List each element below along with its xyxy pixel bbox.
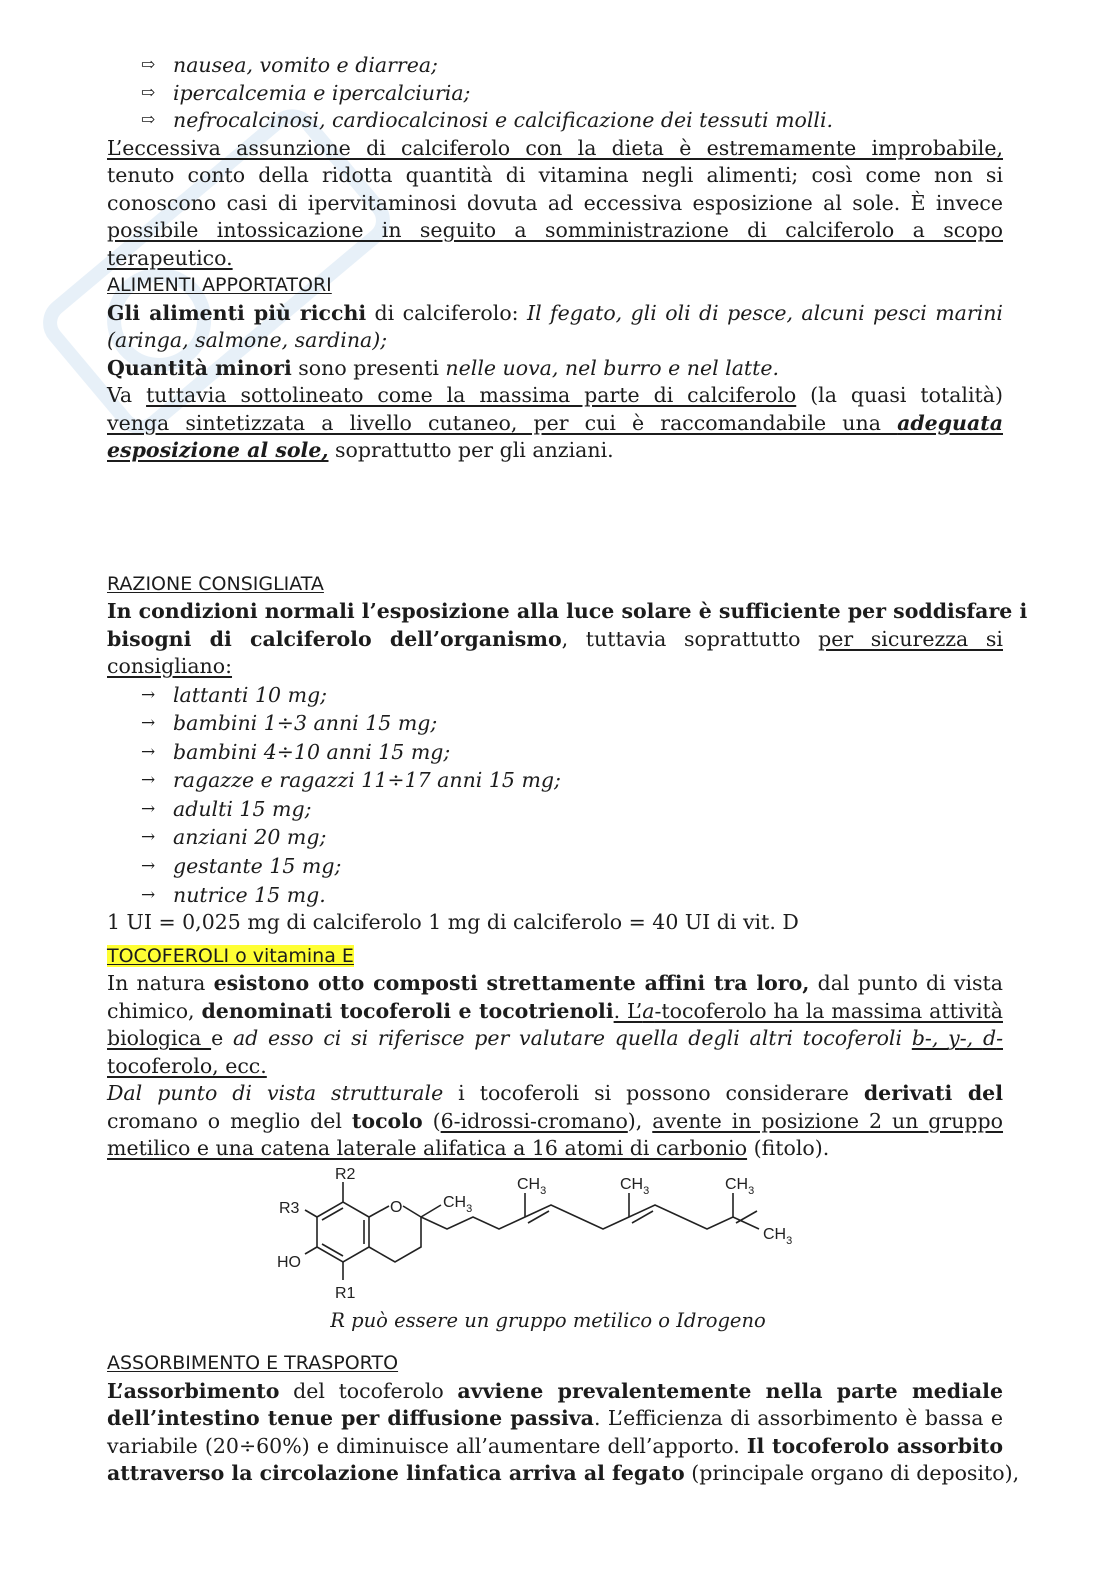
svg-text:R1: R1 xyxy=(335,1284,356,1302)
paragraph-tocoferoli: In natura esistono otto composti strettamente affini tra loro, dal punto di vista chimico, denominati tocoferoli e tocotrienoli. L’a-tocoferolo ha la massima attività biologica e ad esso ci si riferisce per valutare quella degli altri tocoferoli b-, y-, d- tocoferolo, ecc. Dal punto di vista strutturale i tocoferoli si possono considerare derivati del cromano o meglio del tocolo (6-idrossi-cromano), avente in posizione 2 un gruppo metilico e una catena laterale alifatica a 16 atomi di carbonio (fitolo). xyxy=(107,971,1004,1161)
svg-text:O: O xyxy=(390,1198,403,1216)
paragraph-razione: In condizioni normali l’esposizione alla luce solare è sufficiente per soddisfare i bisogni di calciferolo dell’organismo, tuttavia soprattutto per sicurezza si consigliano: xyxy=(107,599,1028,678)
paragraph-alimenti: Gli alimenti più ricchi di calciferolo: Il fegato, gli oli di pesce, alcuni pesci marini (aringa, salmone, sardina); Quantità minori sono presenti nelle uova, nel burro e nel latte. Va tuttavia sottolineato come la massima parte di calciferolo (la quasi totalità) venga sintetizzata a livello cutaneo, per cui è raccomandabile una adeguata esposizione al sole, soprattutto per gli anziani. xyxy=(107,300,1003,462)
dosage-list xyxy=(107,681,1003,910)
arrow-icon: → xyxy=(141,713,156,734)
paragraph-intro: L’eccessiva assunzione di calciferolo con la dieta è estremamente improbabile, tenuto conto della ridotta quantità di vitamina negli alimenti; così come non si conoscono casi di ipervitaminosi dovuta ad eccessiva esposizione al sole. È invece possibile intossicazione in seguito a somministrazione di calciferolo a scopo terapeutico. xyxy=(107,135,1003,270)
arrow-icon: → xyxy=(141,856,156,877)
svg-text:CH3: $CH_3$ xyxy=(620,1175,650,1197)
arrow-right-icon: ⇨ xyxy=(141,82,156,103)
list-item: → lattanti 10 mg; xyxy=(107,681,1003,710)
svg-text:CH3: $CH_3$ xyxy=(725,1175,755,1197)
tocopherol-structure-diagram xyxy=(277,1165,817,1307)
section-heading: ALIMENTI APPORTATORI xyxy=(107,274,332,296)
section-heading: ASSORBIMENTO E TRASPORTO xyxy=(107,1352,399,1375)
list-item: ⇨ ipercalcemia e ipercalciuria; xyxy=(107,80,1003,108)
arrow-icon: → xyxy=(141,684,156,705)
arrow-icon: → xyxy=(141,741,156,762)
list-item: → bambini 4÷10 anni 15 mg; xyxy=(107,738,1003,767)
arrow-icon: → xyxy=(141,798,156,819)
svg-text:CH3: $CH_3$ xyxy=(443,1193,473,1215)
svg-text:CH3: $CH_3$ xyxy=(517,1175,547,1197)
list-item: ⇨ nefrocalcinosi, cardiocalcinosi e calcificazione dei tessuti molli. xyxy=(107,107,1003,135)
section-heading: RAZIONE CONSIGLIATA xyxy=(107,572,324,595)
list-item: → bambini 1÷3 anni 15 mg; xyxy=(107,709,1003,738)
list-item: ⇨ nausea, vomito e diarrea; xyxy=(107,52,1003,80)
document-page xyxy=(107,52,1028,1488)
paragraph-assorbimento: L’assorbimento del tocoferolo avviene prevalentemente nella parte mediale dell’intestino tenue per diffusione passiva. L’efficienza di assorbimento è bassa e variabile (20÷60%) e diminuisce all’aumentare dell’apporto. Il tocoferolo assorbito attraverso la circolazione linfatica arriva al fegato (principale organo di deposito), xyxy=(107,1378,1020,1486)
arrow-right-icon: ⇨ xyxy=(141,110,156,130)
arrow-icon: → xyxy=(141,884,156,905)
conversion-line: 1 UI = 0,025 mg di calciferolo 1 mg di calciferolo = 40 UI di vit. D xyxy=(107,910,799,935)
arrow-icon: → xyxy=(141,770,156,791)
svg-text:R2: R2 xyxy=(335,1165,356,1183)
svg-text:HO: HO xyxy=(277,1253,301,1271)
list-item: → anziani 20 mg; xyxy=(107,823,1003,852)
list-item: → nutrice 15 mg. xyxy=(107,881,1003,910)
section-heading-highlighted: TOCOFEROLI o vitamina E xyxy=(107,944,354,967)
arrow-icon: → xyxy=(141,827,156,848)
list-item: → adulti 15 mg; xyxy=(107,795,1003,824)
arrow-right-icon: ⇨ xyxy=(141,55,156,75)
list-item: → gestante 15 mg; xyxy=(107,852,1003,881)
svg-text:CH3: $CH_3$ xyxy=(763,1225,793,1247)
list-item: → ragazze e ragazzi 11÷17 anni 15 mg; xyxy=(107,766,1003,795)
figure-caption: R può essere un gruppo metilico o Idrogeno xyxy=(330,1308,766,1332)
svg-text:R3: R3 xyxy=(279,1199,300,1217)
